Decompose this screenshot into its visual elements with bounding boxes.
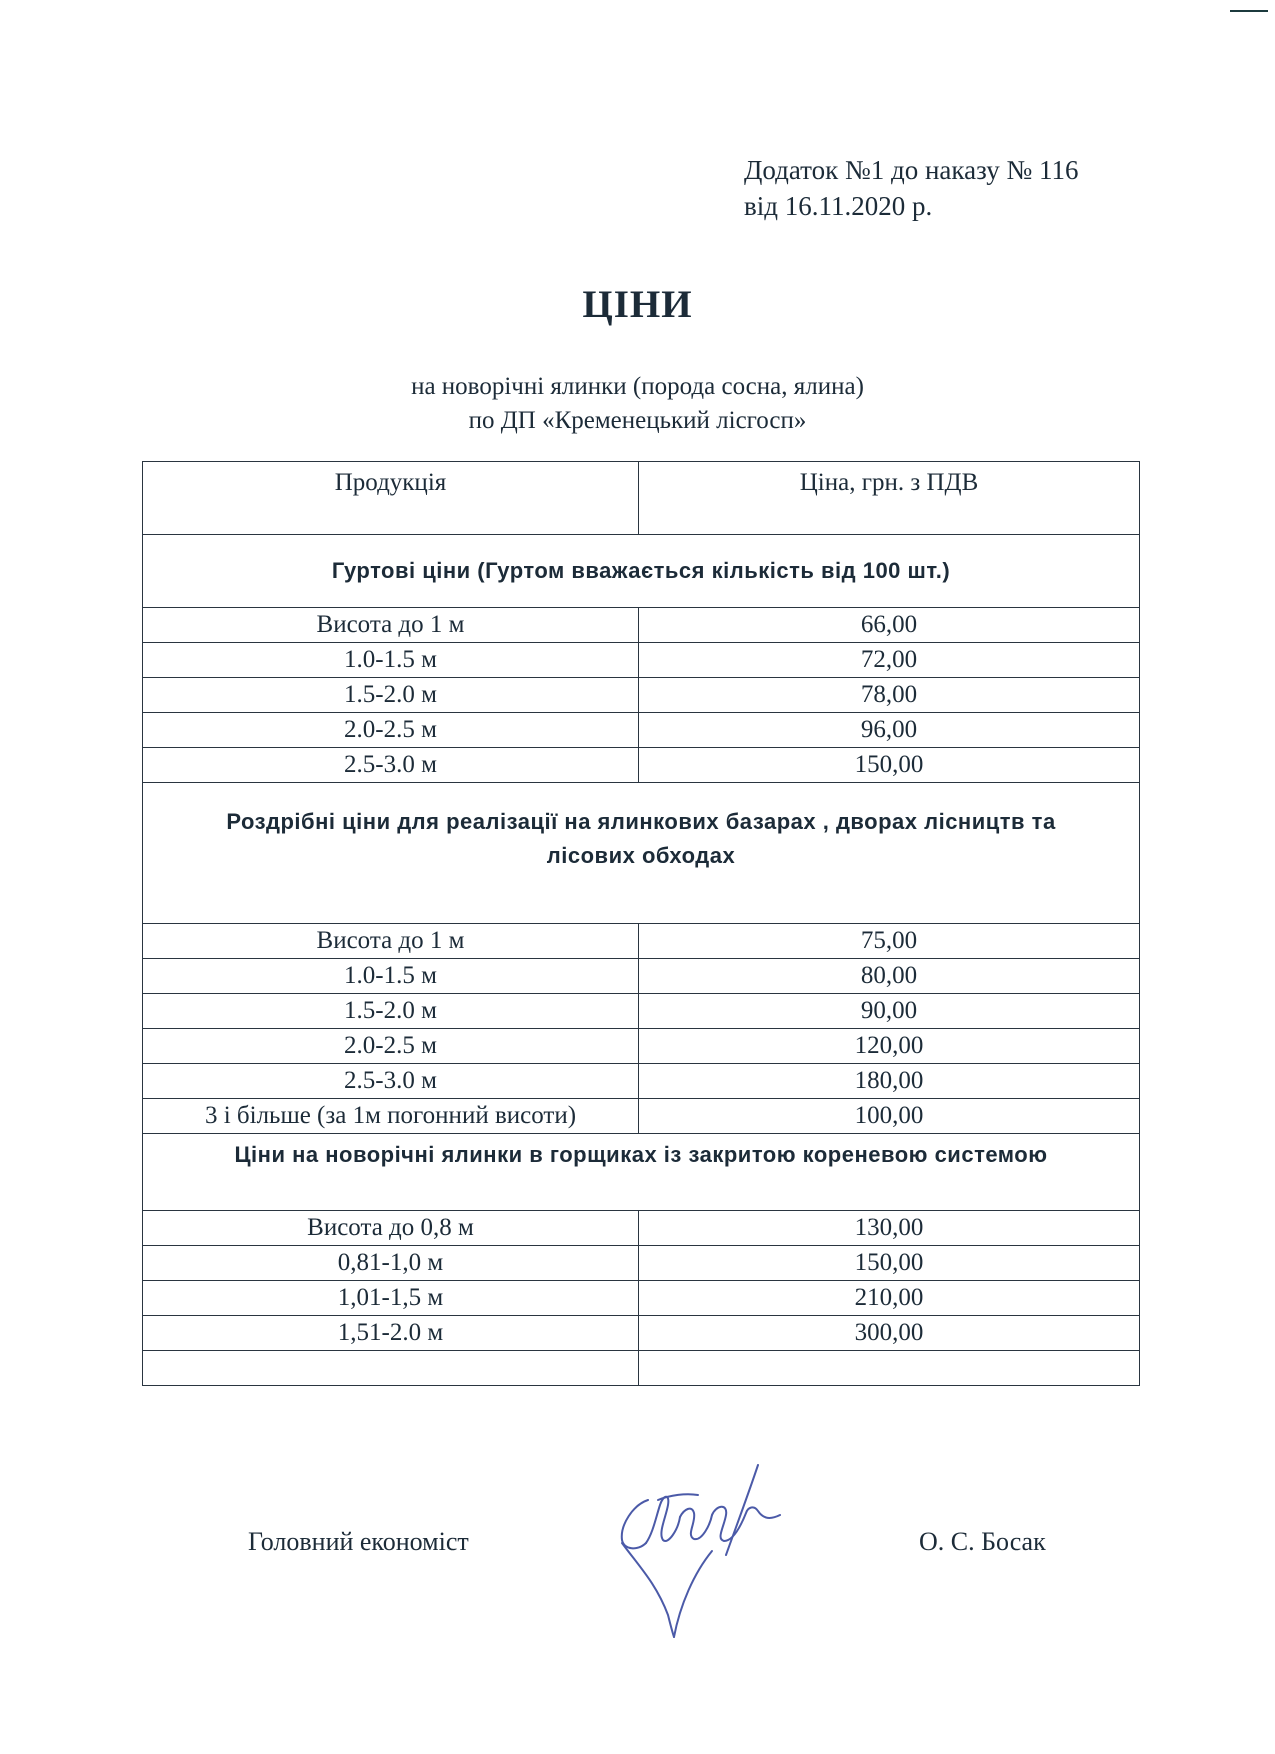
table-row: [143, 924, 1140, 959]
handwritten-signature: [608, 1455, 808, 1645]
price-cell: 72,00: [639, 643, 1140, 678]
signatory-name: О. С. Босак: [919, 1527, 1046, 1556]
price-cell: 80,00: [639, 959, 1140, 994]
product-cell: 1.0-1.5 м: [143, 959, 639, 994]
table-row: [143, 994, 1140, 1029]
table-row: [143, 1211, 1140, 1246]
price-cell: 150,00: [639, 1246, 1140, 1281]
price-cell: 75,00: [639, 924, 1140, 959]
price-cell: 100,00: [639, 1099, 1140, 1134]
price-cell: 150,00: [639, 748, 1140, 783]
document-title: ЦІНИ: [582, 283, 693, 326]
section-title: Гуртові ціни (Гуртом вважається кількість від 100 шт.): [143, 535, 1140, 608]
empty-cell: [143, 1351, 639, 1386]
product-cell: 0,81-1,0 м: [143, 1246, 639, 1281]
table-row-empty: [143, 1351, 1140, 1386]
product-cell: Висота до 0,8 м: [143, 1211, 639, 1246]
table-row: [143, 1316, 1140, 1351]
product-cell: 2.0-2.5 м: [143, 1029, 639, 1064]
table-header-row: [143, 462, 1140, 535]
document-subtitle: [0, 370, 1275, 438]
table-row: [143, 1246, 1140, 1281]
subtitle-line-2: по ДП «Кременецький лісгосп»: [468, 407, 807, 434]
section-title-line-2: лісових обходах: [546, 843, 736, 868]
section-retail-header: [143, 783, 1140, 924]
product-cell: Висота до 1 м: [143, 608, 639, 643]
table-row: [143, 608, 1140, 643]
product-cell: 1.5-2.0 м: [143, 994, 639, 1029]
product-cell: 1,51-2.0 м: [143, 1316, 639, 1351]
price-cell: 130,00: [639, 1211, 1140, 1246]
annex-date: від 16.11.2020 р.: [744, 191, 933, 221]
price-cell: 120,00: [639, 1029, 1140, 1064]
section-title: Ціни на новорічні ялинки в горщиках із закритою кореневою системою: [143, 1134, 1140, 1211]
table-row: [143, 1281, 1140, 1316]
price-cell: 66,00: [639, 608, 1140, 643]
product-cell: 3 і більше (за 1м погонний висоти): [143, 1099, 639, 1134]
section-potted-header: [143, 1134, 1140, 1211]
table-row: [143, 643, 1140, 678]
product-cell: 1.0-1.5 м: [143, 643, 639, 678]
product-cell: 2.5-3.0 м: [143, 1064, 639, 1099]
annex-line-1: Додаток №1 до наказу № 116: [744, 155, 1079, 185]
table-row: [143, 959, 1140, 994]
section-wholesale-header: [143, 535, 1140, 608]
table-row: [143, 748, 1140, 783]
product-cell: 2.0-2.5 м: [143, 713, 639, 748]
scan-corner-mark: [1230, 10, 1268, 12]
annex-reference: [744, 152, 1078, 224]
price-cell: 210,00: [639, 1281, 1140, 1316]
product-cell: 2.5-3.0 м: [143, 748, 639, 783]
product-cell: 1,01-1,5 м: [143, 1281, 639, 1316]
price-cell: 78,00: [639, 678, 1140, 713]
section-title: [143, 783, 1140, 924]
table-row: [143, 1099, 1140, 1134]
section-title-line-1: Роздрібні ціни для реалізації на ялинкових базарах , дворах лісництв та: [226, 809, 1056, 834]
table-row: [143, 678, 1140, 713]
product-cell: Висота до 1 м: [143, 924, 639, 959]
price-table: [142, 461, 1140, 1386]
price-cell: 300,00: [639, 1316, 1140, 1351]
price-cell: 90,00: [639, 994, 1140, 1029]
price-cell: 96,00: [639, 713, 1140, 748]
signatory-position: Головний економіст: [248, 1527, 469, 1556]
price-cell: 180,00: [639, 1064, 1140, 1099]
product-cell: 1.5-2.0 м: [143, 678, 639, 713]
header-product: Продукція: [143, 462, 639, 535]
subtitle-line-1: на новорічні ялинки (порода сосна, ялина): [411, 373, 864, 400]
table-row: [143, 713, 1140, 748]
table-row: [143, 1064, 1140, 1099]
header-price: Ціна, грн. з ПДВ: [639, 462, 1140, 535]
empty-cell: [639, 1351, 1140, 1386]
table-row: [143, 1029, 1140, 1064]
